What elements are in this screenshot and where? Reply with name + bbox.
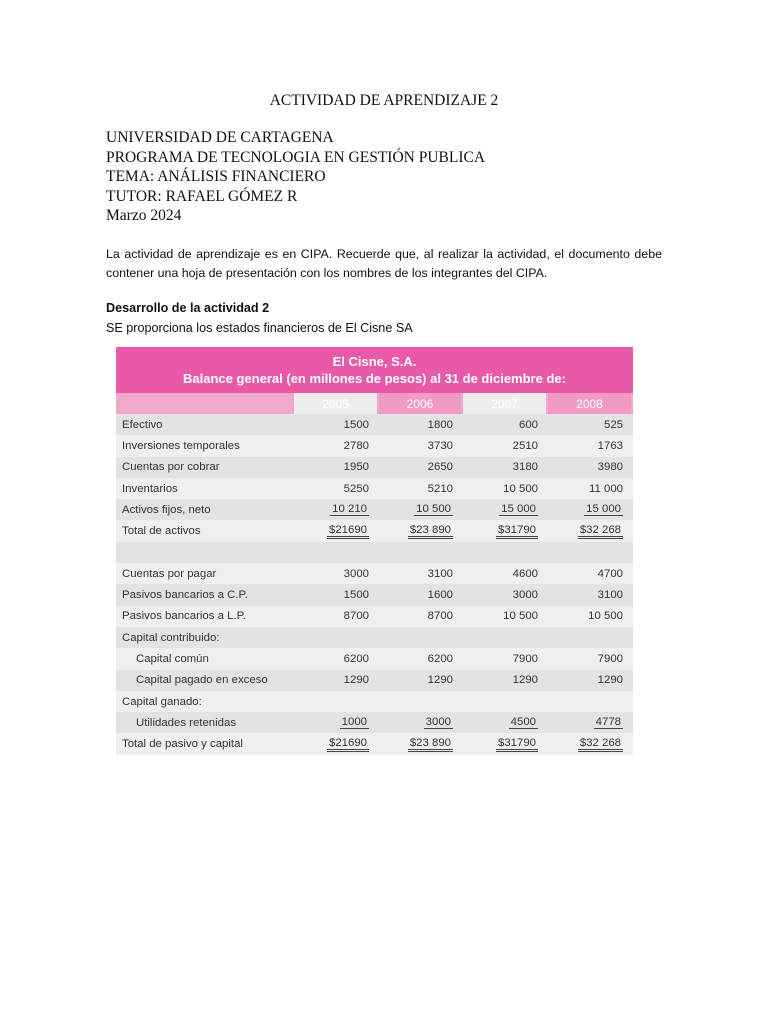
row-value-2008 (548, 627, 631, 648)
cell-value: 10 500 (588, 610, 623, 623)
cell-value: 8700 (343, 610, 369, 623)
row-value-2005 (294, 499, 377, 520)
row-value-2005 (294, 478, 377, 499)
cell-value: 4500 (510, 716, 536, 729)
header-topic: TEMA: ANÁLISIS FINANCIERO (106, 168, 326, 186)
row-value-2008 (548, 457, 631, 478)
table-body (116, 414, 633, 755)
row-value-2008 (548, 584, 631, 605)
year-2005: 2005 (294, 393, 377, 414)
cell-value: 10 210 (332, 503, 367, 516)
cell-value: 7900 (512, 652, 538, 665)
row-value-2006 (379, 499, 461, 520)
row-label: Capital común (136, 652, 209, 665)
table-row (116, 542, 633, 563)
cell-value: 3000 (512, 589, 538, 602)
table-row (116, 627, 633, 648)
cell-value: 3000 (343, 567, 369, 580)
row-value-2008 (548, 542, 631, 563)
row-value-2005 (294, 733, 377, 754)
row-value-2008 (548, 478, 631, 499)
year-2006: 2006 (379, 393, 461, 414)
cell-value: 5210 (427, 482, 453, 495)
row-label: Pasivos bancarios a L.P. (122, 610, 246, 623)
row-value-2006 (379, 627, 461, 648)
cell-value: $21690 (327, 524, 369, 539)
row-value-2007 (463, 435, 546, 456)
row-value-2008 (548, 648, 631, 669)
row-value-2005 (294, 435, 377, 456)
cell-value: 1290 (512, 674, 538, 687)
cell-value: 6200 (427, 652, 453, 665)
row-value-2007 (463, 584, 546, 605)
row-label: Inventarios (122, 482, 178, 495)
row-value-2006 (379, 563, 461, 584)
row-label: Cuentas por pagar (122, 567, 217, 580)
row-value-2007 (463, 733, 546, 754)
year-header-row (116, 393, 633, 414)
row-value-2005 (294, 606, 377, 627)
table-row (116, 606, 633, 627)
cell-value: 1290 (343, 674, 369, 687)
row-value-2008 (548, 733, 631, 754)
section-subtitle: SE proporciona los estados financieros de El Cisne SA (106, 321, 413, 335)
intro-paragraph: La actividad de aprendizaje es en CIPA. Recuerde que, al realizar la actividad, el documento debe contener una hoja de presentación con los nombres de los integrantes del CIPA. (106, 247, 662, 280)
row-value-2006 (379, 712, 461, 733)
row-value-2008 (548, 670, 631, 691)
row-value-2007 (463, 712, 546, 733)
cell-value: 1290 (597, 674, 623, 687)
cell-value: 1500 (343, 418, 369, 431)
row-value-2006 (379, 520, 461, 541)
row-value-2006 (379, 584, 461, 605)
cell-value: 1950 (343, 461, 369, 474)
table-row (116, 414, 633, 435)
row-value-2005 (294, 457, 377, 478)
row-value-2006 (379, 670, 461, 691)
row-value-2008 (548, 520, 631, 541)
header-block (106, 128, 485, 226)
cell-value: 3980 (597, 461, 623, 474)
cell-value: 525 (603, 418, 623, 431)
row-value-2006 (379, 542, 461, 563)
cell-value: 6200 (343, 652, 369, 665)
cell-value: 3180 (512, 461, 538, 474)
document-title: ACTIVIDAD DE APRENDIZAJE 2 (269, 92, 499, 109)
balance-sheet-table (116, 347, 633, 755)
row-value-2006 (379, 435, 461, 456)
table-row (116, 584, 633, 605)
row-value-2007 (463, 414, 546, 435)
row-value-2006 (379, 733, 461, 754)
row-value-2005 (294, 670, 377, 691)
cell-value: 4778 (595, 716, 621, 729)
cell-value: 5250 (343, 482, 369, 495)
cell-value: 1290 (427, 674, 453, 687)
row-value-2007 (463, 499, 546, 520)
table-company-name: El Cisne, S.A. (332, 354, 417, 369)
table-row (116, 670, 633, 691)
row-value-2007 (463, 606, 546, 627)
row-value-2007 (463, 478, 546, 499)
cell-value: 15 000 (501, 503, 536, 516)
row-value-2007 (463, 627, 546, 648)
cell-value: 1800 (427, 418, 453, 431)
row-value-2006 (379, 648, 461, 669)
table-row (116, 435, 633, 456)
row-value-2005 (294, 563, 377, 584)
row-value-2007 (463, 563, 546, 584)
cell-value: 4600 (512, 567, 538, 580)
cell-value: $32 268 (578, 524, 623, 539)
table-row (116, 712, 633, 733)
row-label: Capital contribuido: (122, 631, 220, 644)
cell-value: 2780 (343, 439, 369, 452)
row-value-2008 (548, 414, 631, 435)
row-value-2005 (294, 520, 377, 541)
row-value-2005 (294, 414, 377, 435)
year-2008: 2008 (548, 393, 631, 414)
row-value-2006 (379, 414, 461, 435)
row-value-2006 (379, 691, 461, 712)
row-value-2007 (463, 648, 546, 669)
row-label: Inversiones temporales (122, 439, 240, 452)
cell-value: 2650 (427, 461, 453, 474)
row-label: Capital pagado en exceso (136, 674, 268, 687)
table-subtitle: Balance general (en millones de pesos) al 31 de diciembre de: (183, 371, 566, 386)
cell-value: 10 500 (503, 610, 538, 623)
row-label: Cuentas por cobrar (122, 461, 220, 474)
cell-value: $31790 (496, 737, 538, 752)
row-value-2008 (548, 435, 631, 456)
cell-value: 1000 (341, 716, 367, 729)
row-value-2005 (294, 542, 377, 563)
row-value-2007 (463, 670, 546, 691)
cell-value: $32 268 (578, 737, 623, 752)
row-value-2005 (294, 584, 377, 605)
cell-value: 1600 (427, 589, 453, 602)
table-header (116, 347, 633, 393)
row-value-2008 (548, 606, 631, 627)
row-value-2007 (463, 691, 546, 712)
row-value-2005 (294, 712, 377, 733)
cell-value: 10 500 (503, 482, 538, 495)
header-program: PROGRAMA DE TECNOLOGIA EN GESTIÓN PUBLICA (106, 148, 486, 166)
table-row (116, 563, 633, 584)
table-row (116, 691, 633, 712)
row-label: Pasivos bancarios a C.P. (122, 589, 248, 602)
row-label: Total de activos (122, 525, 201, 538)
row-value-2005 (294, 691, 377, 712)
table-row (116, 478, 633, 499)
cell-value: $31790 (496, 524, 538, 539)
cell-value: 10 500 (416, 503, 451, 516)
table-row (116, 499, 633, 520)
cell-value: $21690 (327, 737, 369, 752)
row-value-2007 (463, 457, 546, 478)
row-value-2007 (463, 542, 546, 563)
row-value-2006 (379, 478, 461, 499)
header-tutor: TUTOR: RAFAEL GÓMEZ R (106, 187, 298, 205)
row-label: Activos fijos, neto (122, 503, 211, 516)
row-value-2008 (548, 499, 631, 520)
row-value-2006 (379, 606, 461, 627)
cell-value: 600 (518, 418, 538, 431)
header-date: Marzo 2024 (106, 207, 182, 225)
cell-value: 4700 (597, 567, 623, 580)
cell-value: 1500 (343, 589, 369, 602)
table-row (116, 648, 633, 669)
cell-value: $23 890 (408, 524, 453, 539)
table-row (116, 520, 633, 541)
cell-value: 8700 (427, 610, 453, 623)
row-value-2007 (463, 520, 546, 541)
section-heading: Desarrollo de la actividad 2 (106, 301, 270, 315)
year-2007: 2007 (463, 393, 546, 414)
cell-value: 3000 (425, 716, 451, 729)
row-value-2008 (548, 691, 631, 712)
row-label: Efectivo (122, 418, 163, 431)
row-value-2005 (294, 627, 377, 648)
cell-value: 3100 (597, 589, 623, 602)
cell-value: $23 890 (408, 737, 453, 752)
cell-value: 3730 (427, 439, 453, 452)
row-value-2008 (548, 563, 631, 584)
row-label: Utilidades retenidas (136, 716, 237, 729)
cell-value: 11 000 (589, 482, 623, 495)
table-row (116, 457, 633, 478)
header-university: UNIVERSIDAD DE CARTAGENA (106, 129, 334, 146)
row-label: Capital ganado: (122, 695, 202, 708)
cell-value: 7900 (597, 652, 623, 665)
table-row (116, 733, 633, 754)
row-value-2005 (294, 648, 377, 669)
cell-value: 3100 (427, 567, 453, 580)
row-value-2008 (548, 712, 631, 733)
row-value-2006 (379, 457, 461, 478)
cell-value: 1763 (597, 439, 623, 452)
row-label: Total de pasivo y capital (122, 738, 243, 751)
cell-value: 15 000 (586, 503, 621, 516)
cell-value: 2510 (512, 439, 538, 452)
